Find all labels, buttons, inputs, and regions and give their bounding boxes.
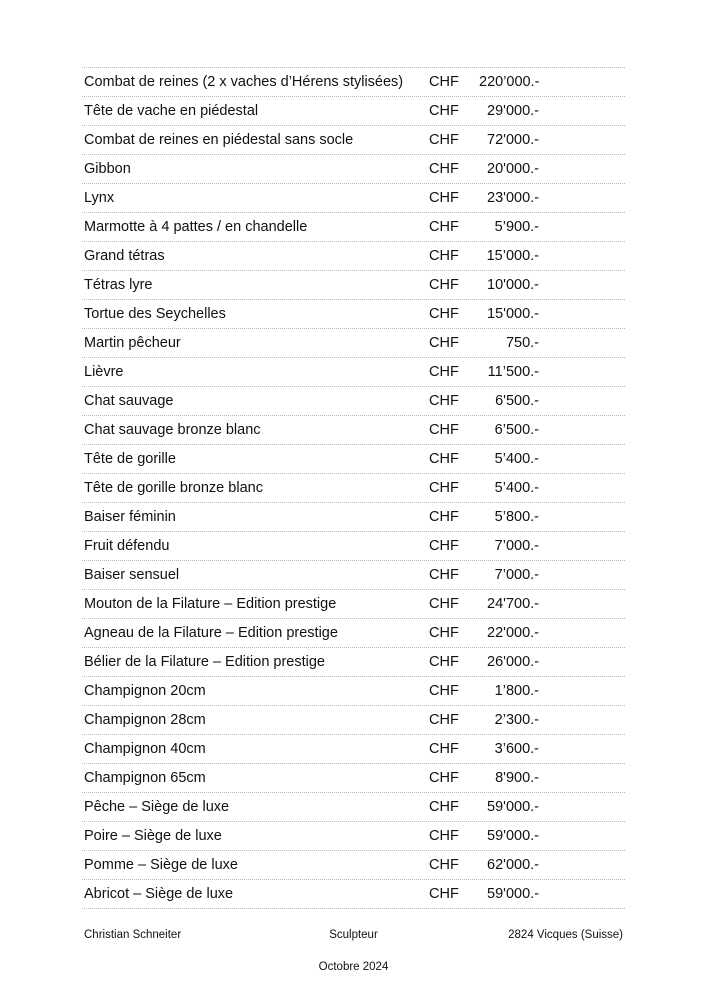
- item-price: 23'000.-: [487, 190, 539, 206]
- item-name: Chat sauvage bronze blanc: [84, 422, 261, 438]
- item-currency: CHF: [429, 74, 459, 90]
- price-row: [82, 97, 625, 126]
- price-row: [82, 648, 625, 677]
- item-price: 29'000.-: [487, 103, 539, 119]
- item-name: Chat sauvage: [84, 393, 174, 409]
- item-price: 24'700.-: [487, 596, 539, 612]
- item-name: Champignon 40cm: [84, 741, 206, 757]
- item-name: Abricot – Siège de luxe: [84, 886, 234, 902]
- item-currency: CHF: [429, 857, 459, 873]
- price-list: [82, 67, 625, 909]
- item-price: 10'000.-: [487, 277, 539, 293]
- item-name: Champignon 20cm: [84, 683, 206, 699]
- item-price: 8'900.-: [495, 770, 539, 786]
- price-row: [82, 503, 625, 532]
- item-currency: CHF: [429, 741, 459, 757]
- item-currency: CHF: [429, 364, 459, 380]
- item-price: 59'000.-: [487, 799, 539, 815]
- item-name: Martin pêcheur: [84, 335, 181, 351]
- item-currency: CHF: [429, 161, 459, 177]
- item-price: 6'500.-: [495, 393, 539, 409]
- item-price: 3’600.-: [494, 741, 539, 757]
- item-price: 72'000.-: [487, 132, 539, 148]
- item-name: Tête de gorille: [84, 451, 176, 467]
- item-currency: CHF: [429, 219, 459, 235]
- item-name: Tête de gorille bronze blanc: [84, 480, 263, 496]
- item-currency: CHF: [429, 335, 459, 351]
- item-price: 220’000.-: [479, 74, 540, 90]
- item-price: 62'000.-: [487, 857, 539, 873]
- item-name: Tortue des Seychelles: [84, 306, 226, 322]
- item-name: Mouton de la Filature – Edition prestige: [84, 596, 337, 612]
- item-currency: CHF: [429, 683, 459, 699]
- price-row: [82, 851, 625, 880]
- item-currency: CHF: [429, 393, 459, 409]
- price-row: [82, 677, 625, 706]
- item-currency: CHF: [429, 596, 459, 612]
- item-name: Baiser sensuel: [84, 567, 180, 583]
- item-price: 5’400.-: [494, 451, 539, 467]
- item-name: Gibbon: [84, 161, 131, 177]
- price-row: [82, 242, 625, 271]
- item-name: Baiser féminin: [84, 509, 176, 525]
- item-currency: CHF: [429, 190, 459, 206]
- item-name: Lynx: [84, 190, 115, 206]
- price-row: [82, 619, 625, 648]
- item-name: Marmotte à 4 pattes / en chandelle: [84, 219, 308, 235]
- footer-author: Christian Schneiter: [84, 929, 182, 941]
- price-row: [82, 706, 625, 735]
- item-currency: CHF: [429, 828, 459, 844]
- item-price: 5’400.-: [494, 480, 539, 496]
- item-price: 26'000.-: [487, 654, 539, 670]
- item-currency: CHF: [429, 277, 459, 293]
- price-row: [82, 271, 625, 300]
- item-currency: CHF: [429, 538, 459, 554]
- item-name: Lièvre: [84, 364, 124, 380]
- footer-location: 2824 Vicques (Suisse): [508, 929, 623, 941]
- price-row: [82, 590, 625, 619]
- item-price: 7’000.-: [494, 567, 539, 583]
- item-name: Combat de reines en piédestal sans socle: [84, 132, 354, 148]
- price-row: [82, 735, 625, 764]
- price-row: [82, 445, 625, 474]
- item-name: Grand tétras: [84, 248, 165, 264]
- item-currency: CHF: [429, 451, 459, 467]
- item-currency: CHF: [429, 480, 459, 496]
- price-row: [82, 793, 625, 822]
- item-currency: CHF: [429, 306, 459, 322]
- item-price: 20'000.-: [487, 161, 539, 177]
- footer-profession: Sculpteur: [329, 929, 378, 941]
- item-name: Poire – Siège de luxe: [84, 828, 222, 844]
- item-price: 15'000.-: [487, 306, 539, 322]
- price-row: [82, 300, 625, 329]
- price-row: [82, 387, 625, 416]
- price-row: [82, 474, 625, 503]
- item-currency: CHF: [429, 132, 459, 148]
- item-name: Pomme – Siège de luxe: [84, 857, 238, 873]
- item-price: 7’000.-: [494, 538, 539, 554]
- price-row: [82, 416, 625, 445]
- item-price: 59'000.-: [487, 828, 539, 844]
- item-price: 15’000.-: [486, 248, 539, 264]
- item-price: 2’300.-: [494, 712, 539, 728]
- item-name: Champignon 28cm: [84, 712, 206, 728]
- price-row: [82, 68, 625, 97]
- price-row: [82, 822, 625, 851]
- price-row: [82, 184, 625, 213]
- item-price: 5’800.-: [494, 509, 539, 525]
- price-row: [82, 329, 625, 358]
- page-footer: [84, 929, 623, 945]
- price-row: [82, 764, 625, 793]
- item-name: Fruit défendu: [84, 538, 170, 554]
- item-price: 59'000.-: [487, 886, 539, 902]
- item-name: Tétras lyre: [84, 277, 153, 293]
- price-row: [82, 126, 625, 155]
- footer-date: Octobre 2024: [318, 961, 389, 973]
- item-name: Bélier de la Filature – Edition prestige: [84, 654, 325, 670]
- item-price: 11’500.-: [487, 364, 539, 380]
- item-price: 22'000.-: [487, 625, 539, 641]
- item-currency: CHF: [429, 422, 459, 438]
- price-row: [82, 561, 625, 590]
- item-price: 1’800.-: [494, 683, 539, 699]
- item-currency: CHF: [429, 712, 459, 728]
- item-currency: CHF: [429, 625, 459, 641]
- item-currency: CHF: [429, 654, 459, 670]
- item-name: Tête de vache en piédestal: [84, 103, 259, 119]
- item-currency: CHF: [429, 248, 459, 264]
- item-currency: CHF: [429, 799, 459, 815]
- item-currency: CHF: [429, 770, 459, 786]
- item-currency: CHF: [429, 567, 459, 583]
- price-row: [82, 155, 625, 184]
- item-price: 6’500.-: [494, 422, 539, 438]
- item-currency: CHF: [429, 509, 459, 525]
- item-name: Combat de reines (2 x vaches d’Hérens stylisées): [84, 74, 404, 90]
- item-name: Agneau de la Filature – Edition prestige: [84, 625, 338, 641]
- price-row: [82, 358, 625, 387]
- price-row: [82, 213, 625, 242]
- item-currency: CHF: [429, 103, 459, 119]
- price-row: [82, 532, 625, 561]
- item-currency: CHF: [429, 886, 459, 902]
- item-price: 5’900.-: [494, 219, 539, 235]
- item-price: 750.-: [505, 335, 539, 351]
- item-name: Pêche – Siège de luxe: [84, 799, 230, 815]
- price-row: [82, 880, 625, 909]
- item-name: Champignon 65cm: [84, 770, 206, 786]
